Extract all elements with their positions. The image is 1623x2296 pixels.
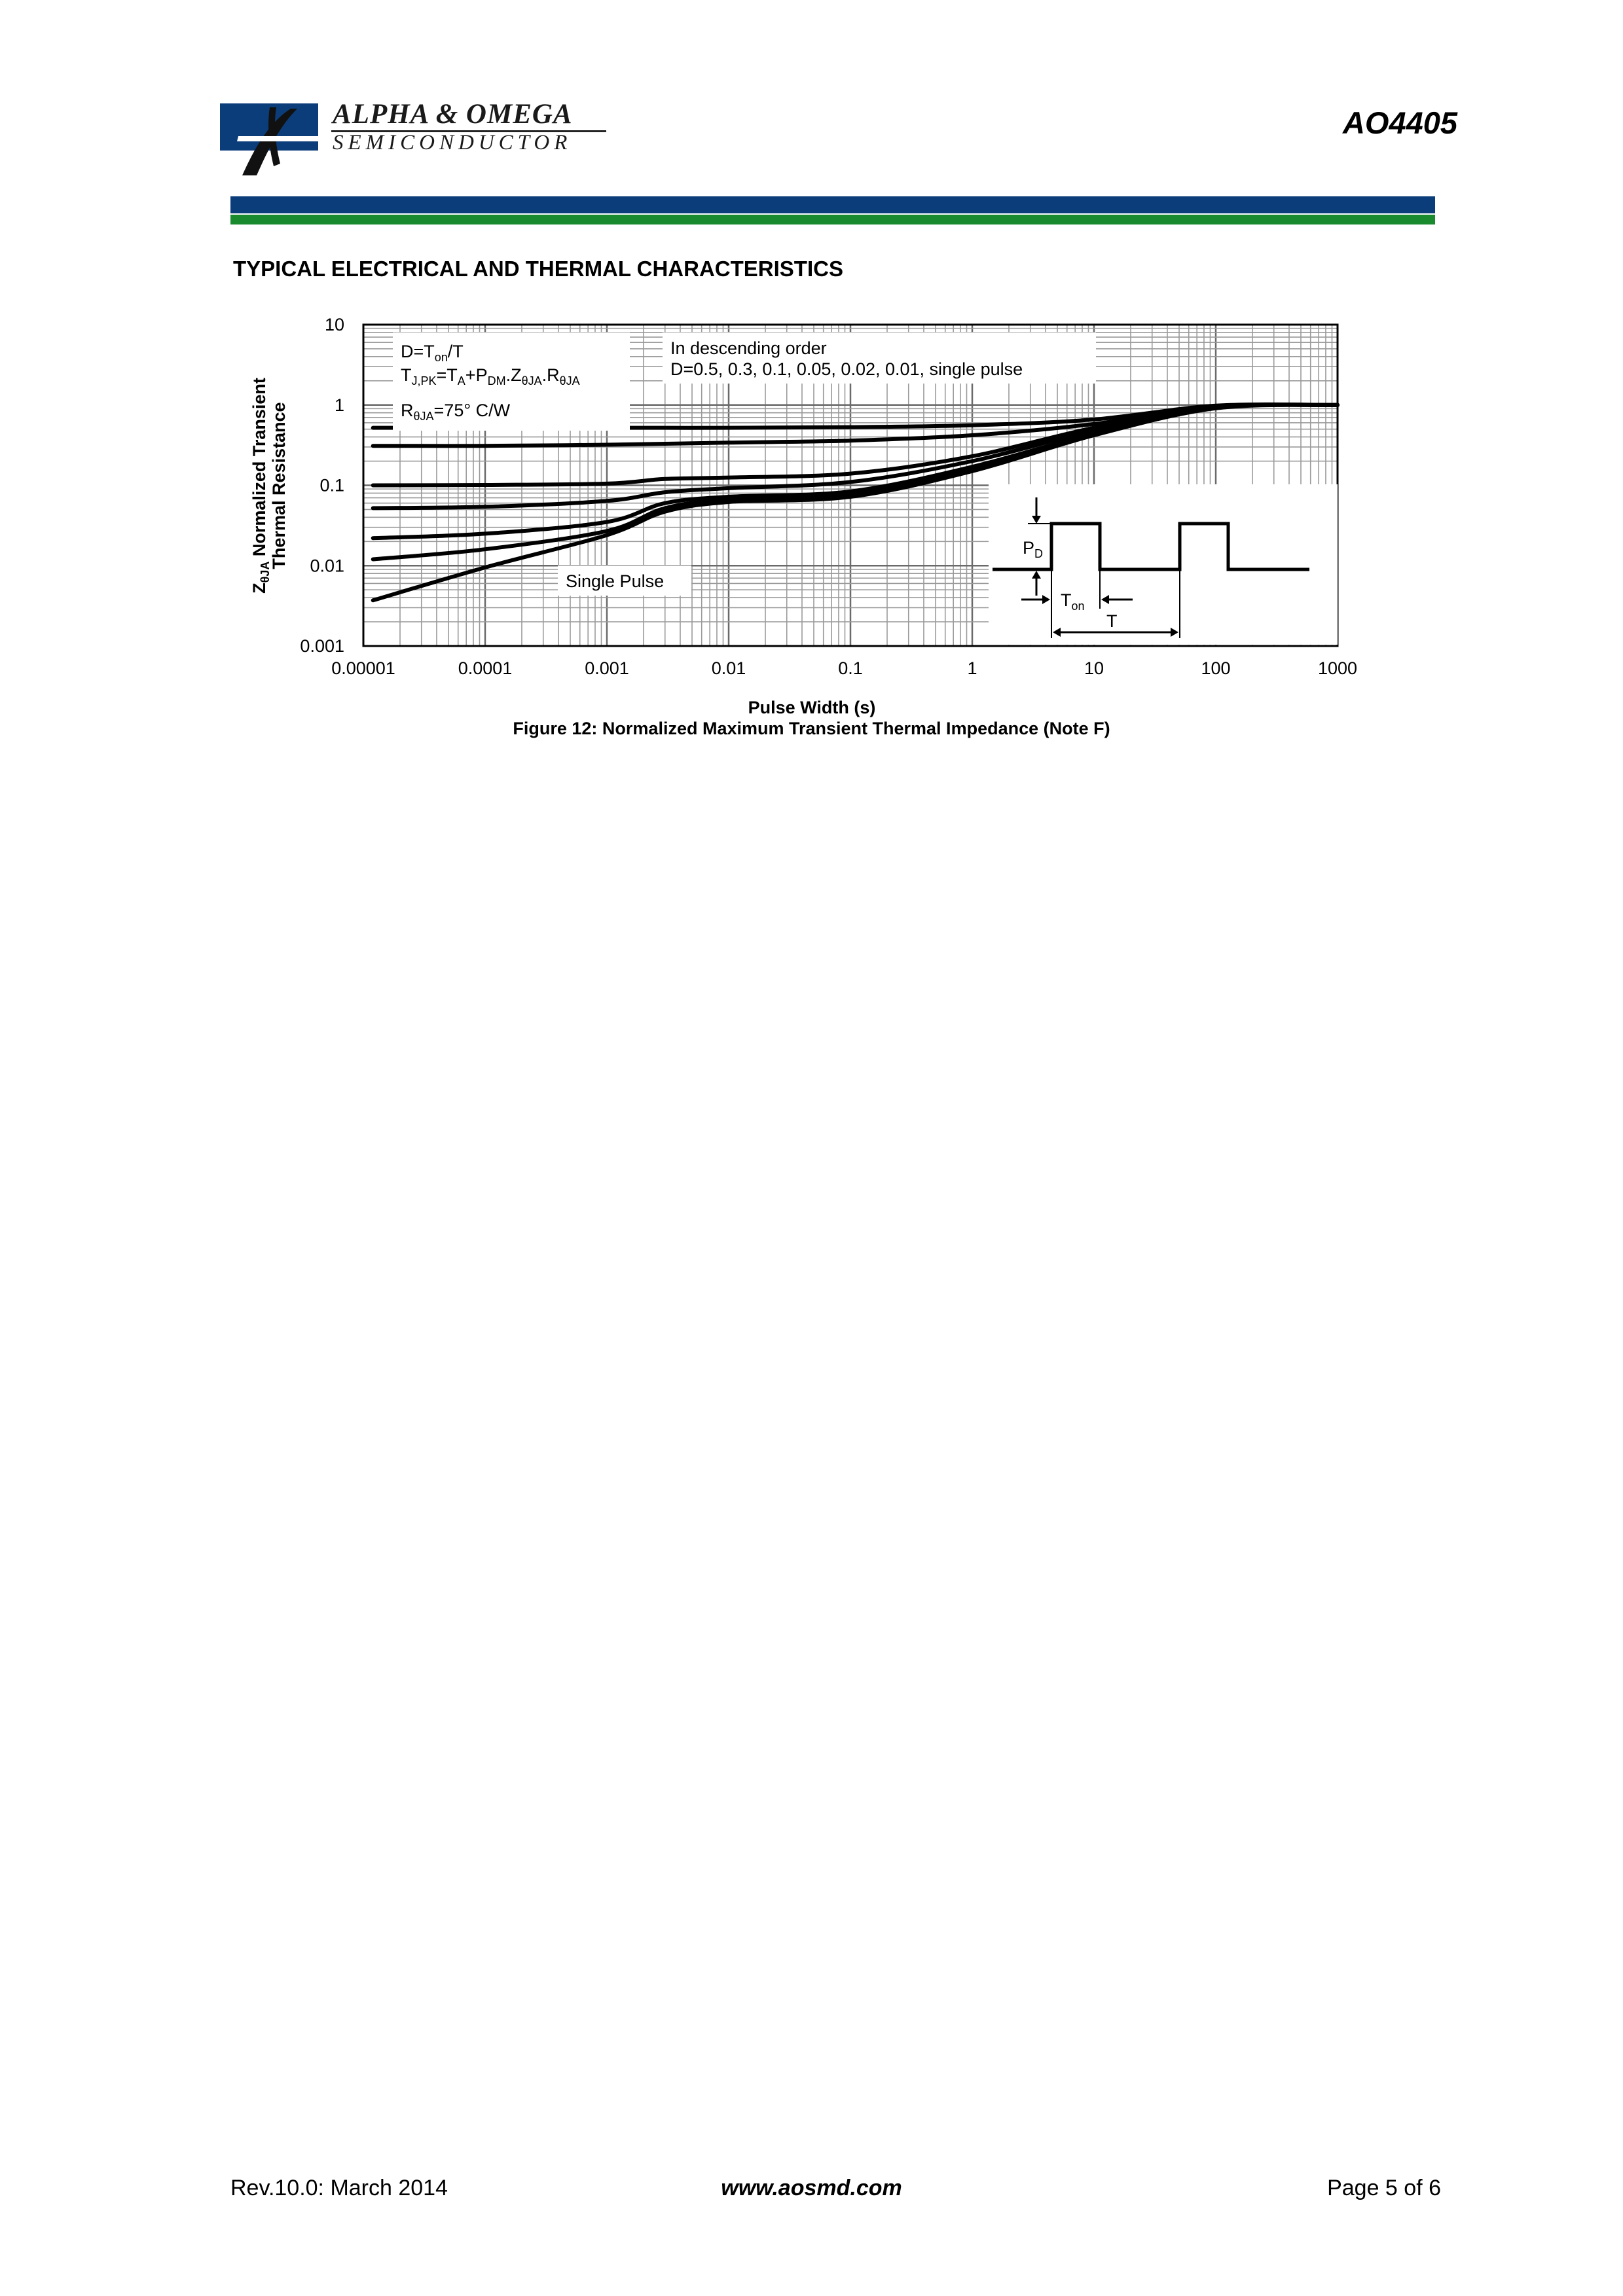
pulse-inset-bg [989,484,1338,645]
figure-caption: Figure 12: Normalized Maximum Transient Thermal Impedance (Note F) [513,719,1110,738]
x-tick-label: 0.01 [711,658,746,678]
x-axis-title: Pulse Width (s) [748,698,876,717]
x-tick-label: 10 [1084,658,1104,678]
y-tick-label: 0.1 [319,475,344,495]
inset-period-label: T [1106,611,1118,631]
thermal-impedance-chart [0,0,1623,746]
legend-order-label: In descending order [670,338,827,358]
y-tick-label: 1 [334,395,344,415]
y-axis-title-line1: $Z_{\theta JA}$ Normalized Transient [249,378,272,594]
single-pulse-label: Single Pulse [566,571,665,591]
x-tick-label: 1000 [1317,658,1358,678]
company-subtitle: SEMICONDUCTOR [333,131,572,154]
thermal-resistance-value: $R_{\theta JA}=75^\circ$ C/W [401,401,511,423]
footer-page-number: Page 5 of 6 [1327,2176,1441,2200]
junction-temperature-equation: $T_{J,PK}=T_A+P_{DM}.Z_{\theta JA}.R_{\theta JA}$ [401,365,580,387]
footer-website: www.aosmd.com [721,2176,902,2200]
y-axis-title-line2: Thermal Resistance [269,402,289,569]
company-name: ALPHA & OMEGA [333,99,573,130]
section-title: TYPICAL ELECTRICAL AND THERMAL CHARACTERISTICS [233,257,843,281]
y-tick-label: 10 [324,315,344,334]
y-tick-labels [300,315,344,656]
duty-definition: $D=T_{on}/T$ [401,342,464,364]
x-tick-label: 100 [1201,658,1231,678]
x-tick-labels [331,658,1357,678]
x-tick-label: 1 [967,658,977,678]
y-tick-label: 0.01 [310,556,344,576]
inset-pd-label: $P_D$ [1023,538,1044,560]
x-tick-label: 0.001 [585,658,629,678]
y-tick-label: 0.001 [300,636,344,656]
x-tick-label: 0.0001 [458,658,513,678]
inset-ton-label: $T_{on}$ [1061,590,1085,613]
legend-duty-list: D=0.5, 0.3, 0.1, 0.05, 0.02, 0.01, single pulse [670,359,1023,379]
x-tick-label: 0.00001 [331,658,395,678]
footer-revision: Rev.10.0: March 2014 [230,2176,448,2200]
x-tick-label: 0.1 [838,658,863,678]
part-number: AO4405 [1342,105,1457,140]
